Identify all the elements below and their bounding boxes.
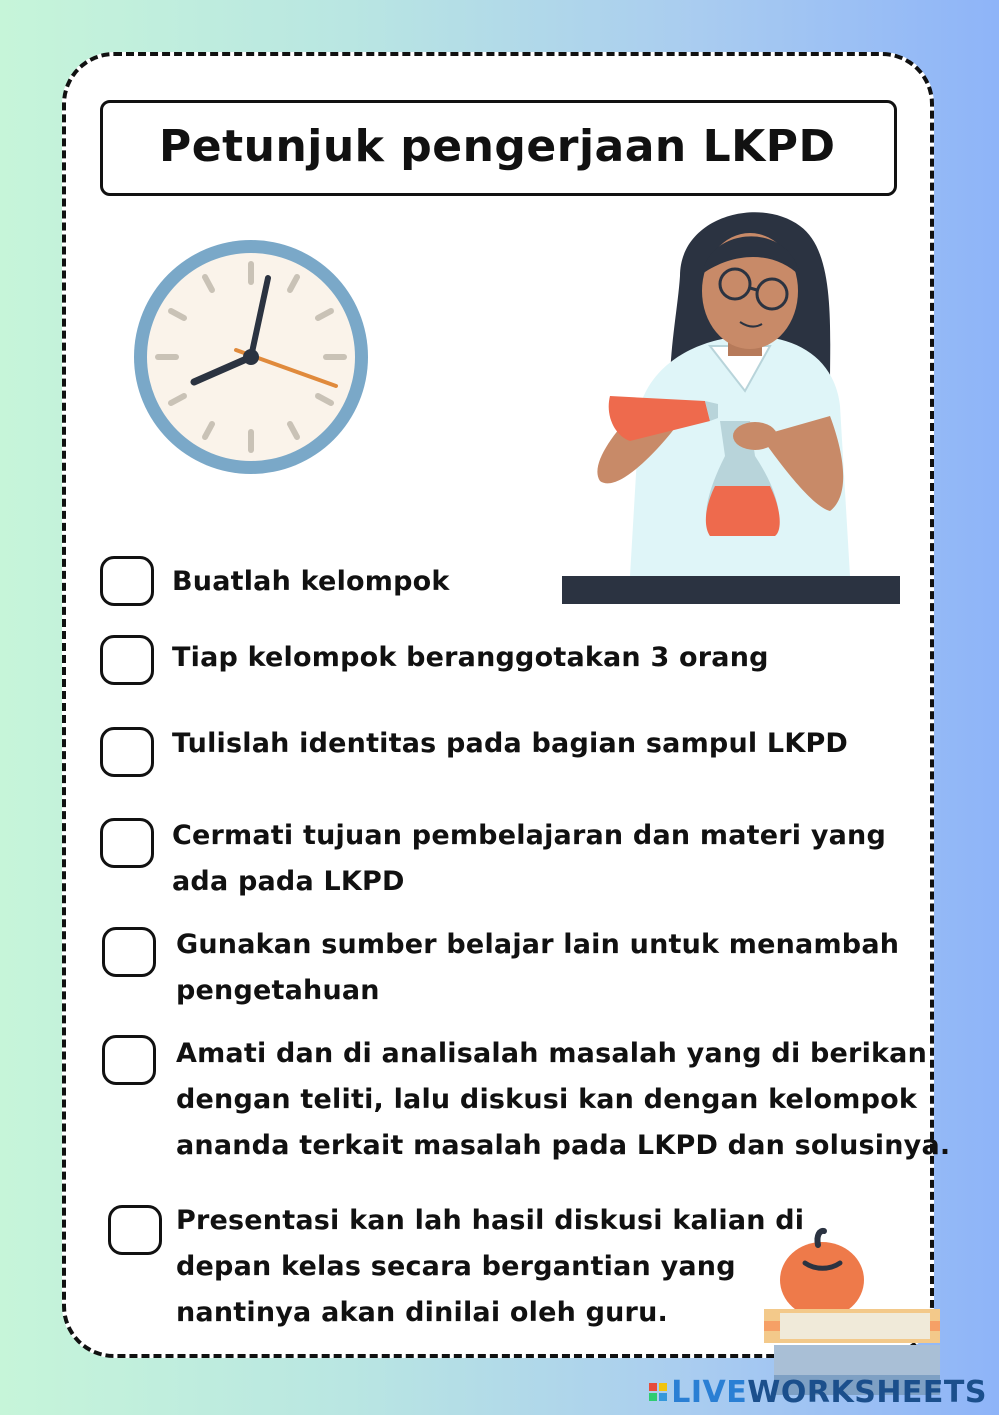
item-text: ada pada LKPD: [172, 866, 405, 897]
title-box: [100, 100, 897, 196]
checkbox-2[interactable]: [100, 635, 154, 685]
brand-rest: WORKSHEETS: [747, 1374, 987, 1410]
item-text: Presentasi kan lah hasil diskusi kalian di: [176, 1205, 805, 1236]
item-text: pengetahuan: [176, 975, 380, 1006]
logo-grid-icon: [649, 1383, 667, 1401]
list-item: [172, 721, 848, 767]
list-item: [172, 813, 886, 905]
item-text: Cermati tujuan pembelajaran dan materi yang: [172, 820, 887, 851]
scientist-illustration: [560, 196, 905, 608]
checkbox-4[interactable]: [100, 818, 154, 868]
item-text: depan kelas secara bergantian yang: [176, 1251, 736, 1282]
list-item: [172, 559, 450, 605]
brand-live: LIVE: [671, 1374, 748, 1410]
item-text: Tulislah identitas pada bagian sampul LKPD: [172, 728, 849, 759]
checkbox-7[interactable]: [108, 1205, 162, 1255]
item-text: ananda terkait masalah pada LKPD dan solusinya.: [176, 1130, 951, 1161]
item-text: nantinya akan dinilai oleh guru.: [176, 1297, 668, 1328]
list-item: [176, 1031, 950, 1169]
page-title: Petunjuk pengerjaan LKPD: [159, 121, 836, 172]
item-text: Buatlah kelompok: [172, 566, 450, 597]
checkbox-3[interactable]: [100, 727, 154, 777]
list-item: [176, 1198, 804, 1336]
books-apple-illustration: [760, 1225, 940, 1395]
checkbox-1[interactable]: [100, 556, 154, 606]
item-text: Amati dan di analisalah masalah yang di berikan: [176, 1038, 928, 1069]
item-text: dengan teliti, lalu diskusi kan dengan kelompok: [176, 1084, 918, 1115]
clock-icon: [128, 234, 374, 480]
checkbox-5[interactable]: [102, 927, 156, 977]
liveworksheets-logo: [649, 1375, 987, 1409]
item-text: Tiap kelompok beranggotakan 3 orang: [172, 642, 769, 673]
list-item: [172, 635, 769, 681]
checkbox-6[interactable]: [102, 1035, 156, 1085]
item-text: Gunakan sumber belajar lain untuk menambah: [176, 929, 900, 960]
list-item: [176, 922, 899, 1014]
